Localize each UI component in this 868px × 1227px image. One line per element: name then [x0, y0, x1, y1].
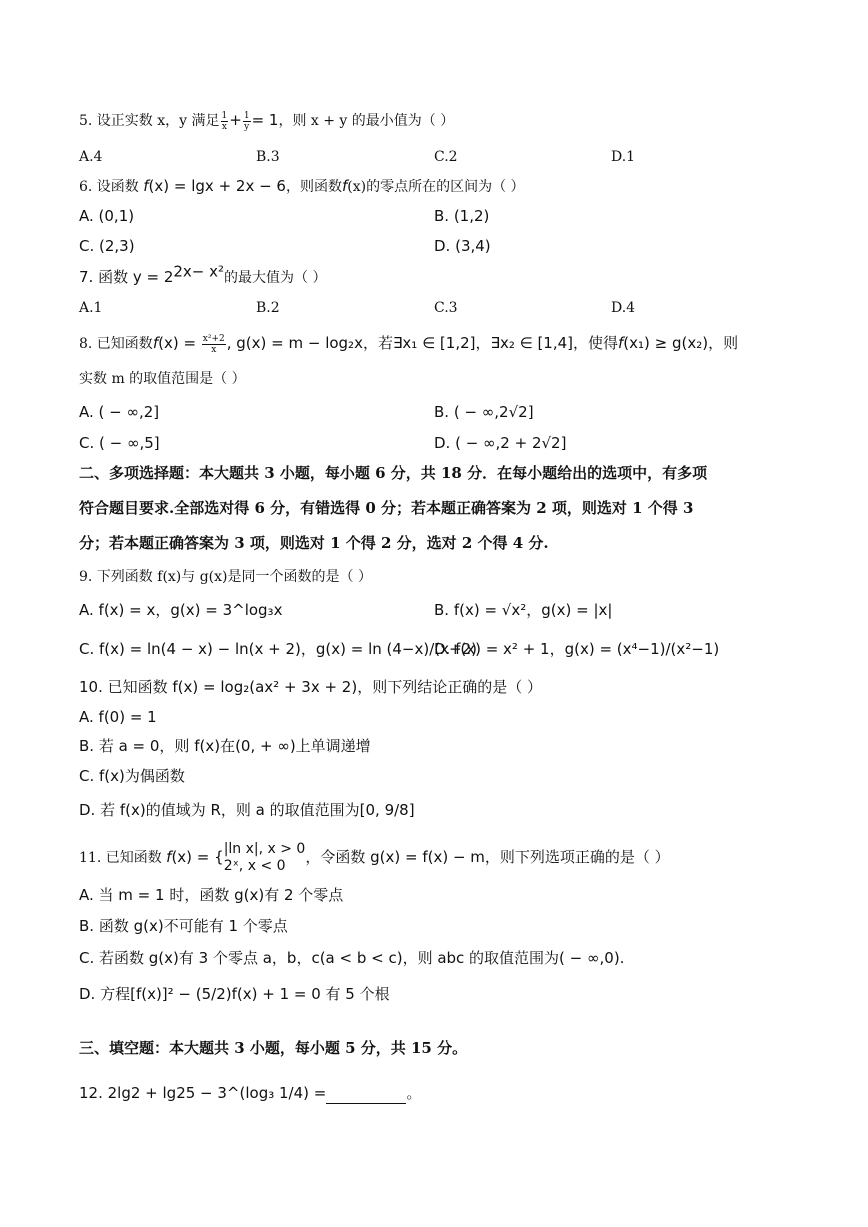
q11-stem-a: 11. 已知函数 — [79, 850, 162, 866]
section-2-line-2: 符合题目要求.全部选对得 6 分，有错选得 0 分；若本题正确答案为 2 项，则选对 1 个得 3 — [79, 499, 694, 517]
q8-option-a: A. ( − ∞,2] — [79, 403, 160, 421]
q6-option-d: D. (3,4) — [434, 237, 491, 255]
q10-option-b: B. 若 a = 0，则 f(x)在(0, + ∞)上单调递增 — [79, 737, 371, 755]
q5-option-a: A.4 — [79, 149, 103, 165]
section-2-line-1: 二、多项选择题：本大题共 3 小题，每小题 6 分，共 18 分．在每小题给出的选项中，有多项 — [79, 464, 708, 482]
q11-case-1: |ln x|, x > 0 — [223, 841, 306, 857]
question-9: 9. 下列函数 f(x)与 g(x)是同一个函数的是（ ） — [79, 569, 372, 585]
q12-end: 。 — [406, 1084, 422, 1102]
section-3-title: 三、填空题：本大题共 3 小题，每小题 5 分，共 15 分。 — [79, 1039, 468, 1057]
q8-stem-a: 8. 已知函数 — [79, 336, 153, 352]
q10-option-a: A. f(0) = 1 — [79, 708, 157, 726]
q5-fraction-1-over-y: $\frac{1}{y}$ — [243, 110, 250, 132]
q7-stem-b: 的最大值为（ ） — [224, 270, 327, 286]
q8-stem-b: , g(x) = m − log₂x，若∃x₁ ∈ [1,2]，∃x₂ ∈ [1,4]，使得 — [226, 334, 619, 352]
q9-option-d: D. f(x) = x² + 1，g(x) = (x⁴−1)/(x²−1) — [434, 640, 720, 658]
q6-stem-a: 6. 设函数 — [79, 179, 139, 195]
q11-piecewise — [224, 841, 306, 875]
q6-option-c: C. (2,3) — [79, 237, 135, 255]
section-2-line-3: 分；若本题正确答案为 3 项，则选对 1 个得 2 分，选对 2 个得 4 分. — [79, 534, 549, 552]
q8-option-b: B. ( − ∞,2√2] — [434, 403, 534, 421]
q8-option-d: D. ( − ∞,2 + 2√2] — [434, 434, 567, 452]
question-10: 10. 已知函数 f(x) = log₂(ax² + 3x + 2)，则下列结论正确的是（ ） — [79, 678, 542, 696]
q7-option-d: D.4 — [611, 300, 636, 316]
q5-stem-b: ，则 x + y 的最小值为（ ） — [278, 113, 455, 129]
q8-stem-d: 实数 m 的取值范围是（ ） — [79, 371, 246, 387]
question-8: 8. 已知函数f(x) = $\frac{\text{x²+2}}{x}$ , g(x) = m − log₂x，若∃x₁ ∈ [1,2]，∃x₂ ∈ [1,4]，使得f(x₁) ≥ g(x₂)，则 — [79, 333, 739, 355]
q11-option-d: D. 方程[f(x)]² − (5/2)f(x) + 1 = 0 有 5 个根 — [79, 985, 390, 1003]
q5-stem-a: 5. 设正实数 x，y 满足 — [79, 113, 220, 129]
question-12 — [79, 1082, 421, 1104]
q5-option-d: D.1 — [611, 149, 636, 165]
q5-option-c: C.2 — [434, 149, 458, 165]
q11-stem-b: ，令函数 g(x) = f(x) − m，则下列选项正确的是（ ） — [305, 848, 670, 866]
q6-stem-c: (x)的零点所在的区间为（ ） — [347, 179, 525, 195]
question-7 — [79, 262, 327, 289]
q12-answer-blank[interactable] — [326, 1089, 406, 1104]
q7-exponent: 2x− x² — [173, 262, 225, 281]
q9-option-a: A. f(x) = x，g(x) = 3^log₃x — [79, 601, 283, 619]
q11-option-c: C. 若函数 g(x)有 3 个零点 a，b，c(a < b < c)，则 abc 的取值范围为( − ∞,0). — [79, 949, 625, 967]
q7-option-c: C.3 — [434, 300, 458, 316]
q6-stem-b: ，则函数 — [285, 179, 342, 195]
question-11: 11. 已知函数 f(x) = { |ln x|, x > 0 2ˣ, x < 0 ，令函数 g(x) = f(x) − m，则下列选项正确的是（ ） — [79, 841, 670, 874]
q5-option-b: B.3 — [256, 149, 280, 165]
q7-option-a: A.1 — [79, 300, 103, 316]
q7-option-b: B.2 — [256, 300, 280, 316]
question-5: 5. 设正实数 x，y 满足 $\frac{1}{x}$ + $\frac{1}{y}$ = 1，则 x + y 的最小值为（ ） — [79, 110, 455, 132]
q11-option-a: A. 当 m = 1 时，函数 g(x)有 2 个零点 — [79, 886, 344, 904]
q8-stem-c: (x₁) ≥ g(x₂)，则 — [623, 334, 739, 352]
q12-stem: 12. 2lg2 + lg25 − 3^(log₃ 1/4) = — [79, 1084, 327, 1102]
q10-option-d: D. 若 f(x)的值域为 R，则 a 的取值范围为[0, 9/8] — [79, 801, 415, 819]
q6-option-b: B. (1,2) — [434, 207, 490, 225]
q7-stem-a: 7. 函数 y = 2 — [79, 268, 174, 286]
q5-condition: = 1 — [251, 111, 279, 129]
q11-case-2: 2ˣ, x < 0 — [223, 858, 286, 874]
q6-expression: (x) = lgx + 2x − 6 — [148, 177, 286, 195]
q11-option-b: B. 函数 g(x)不可能有 1 个零点 — [79, 917, 288, 935]
question-6: 6. 设函数 f(x) = lgx + 2x − 6，则函数f(x)的零点所在的区间为（ ） — [79, 177, 525, 195]
q5-fraction-1-over-x: $\frac{1}{x}$ — [221, 110, 228, 132]
q9-option-c: C. f(x) = ln(4 − x) − ln(x + 2)，g(x) = ln (4−x)/(x+2) — [79, 640, 477, 658]
q6-option-a: A. (0,1) — [79, 207, 135, 225]
q9-option-b: B. f(x) = √x²，g(x) = |x| — [434, 601, 613, 619]
q8-option-c: C. ( − ∞,5] — [79, 434, 160, 452]
q10-option-c: C. f(x)为偶函数 — [79, 767, 185, 785]
q8-fraction: $\frac{\text{x²+2}}{x}$ — [202, 333, 225, 355]
